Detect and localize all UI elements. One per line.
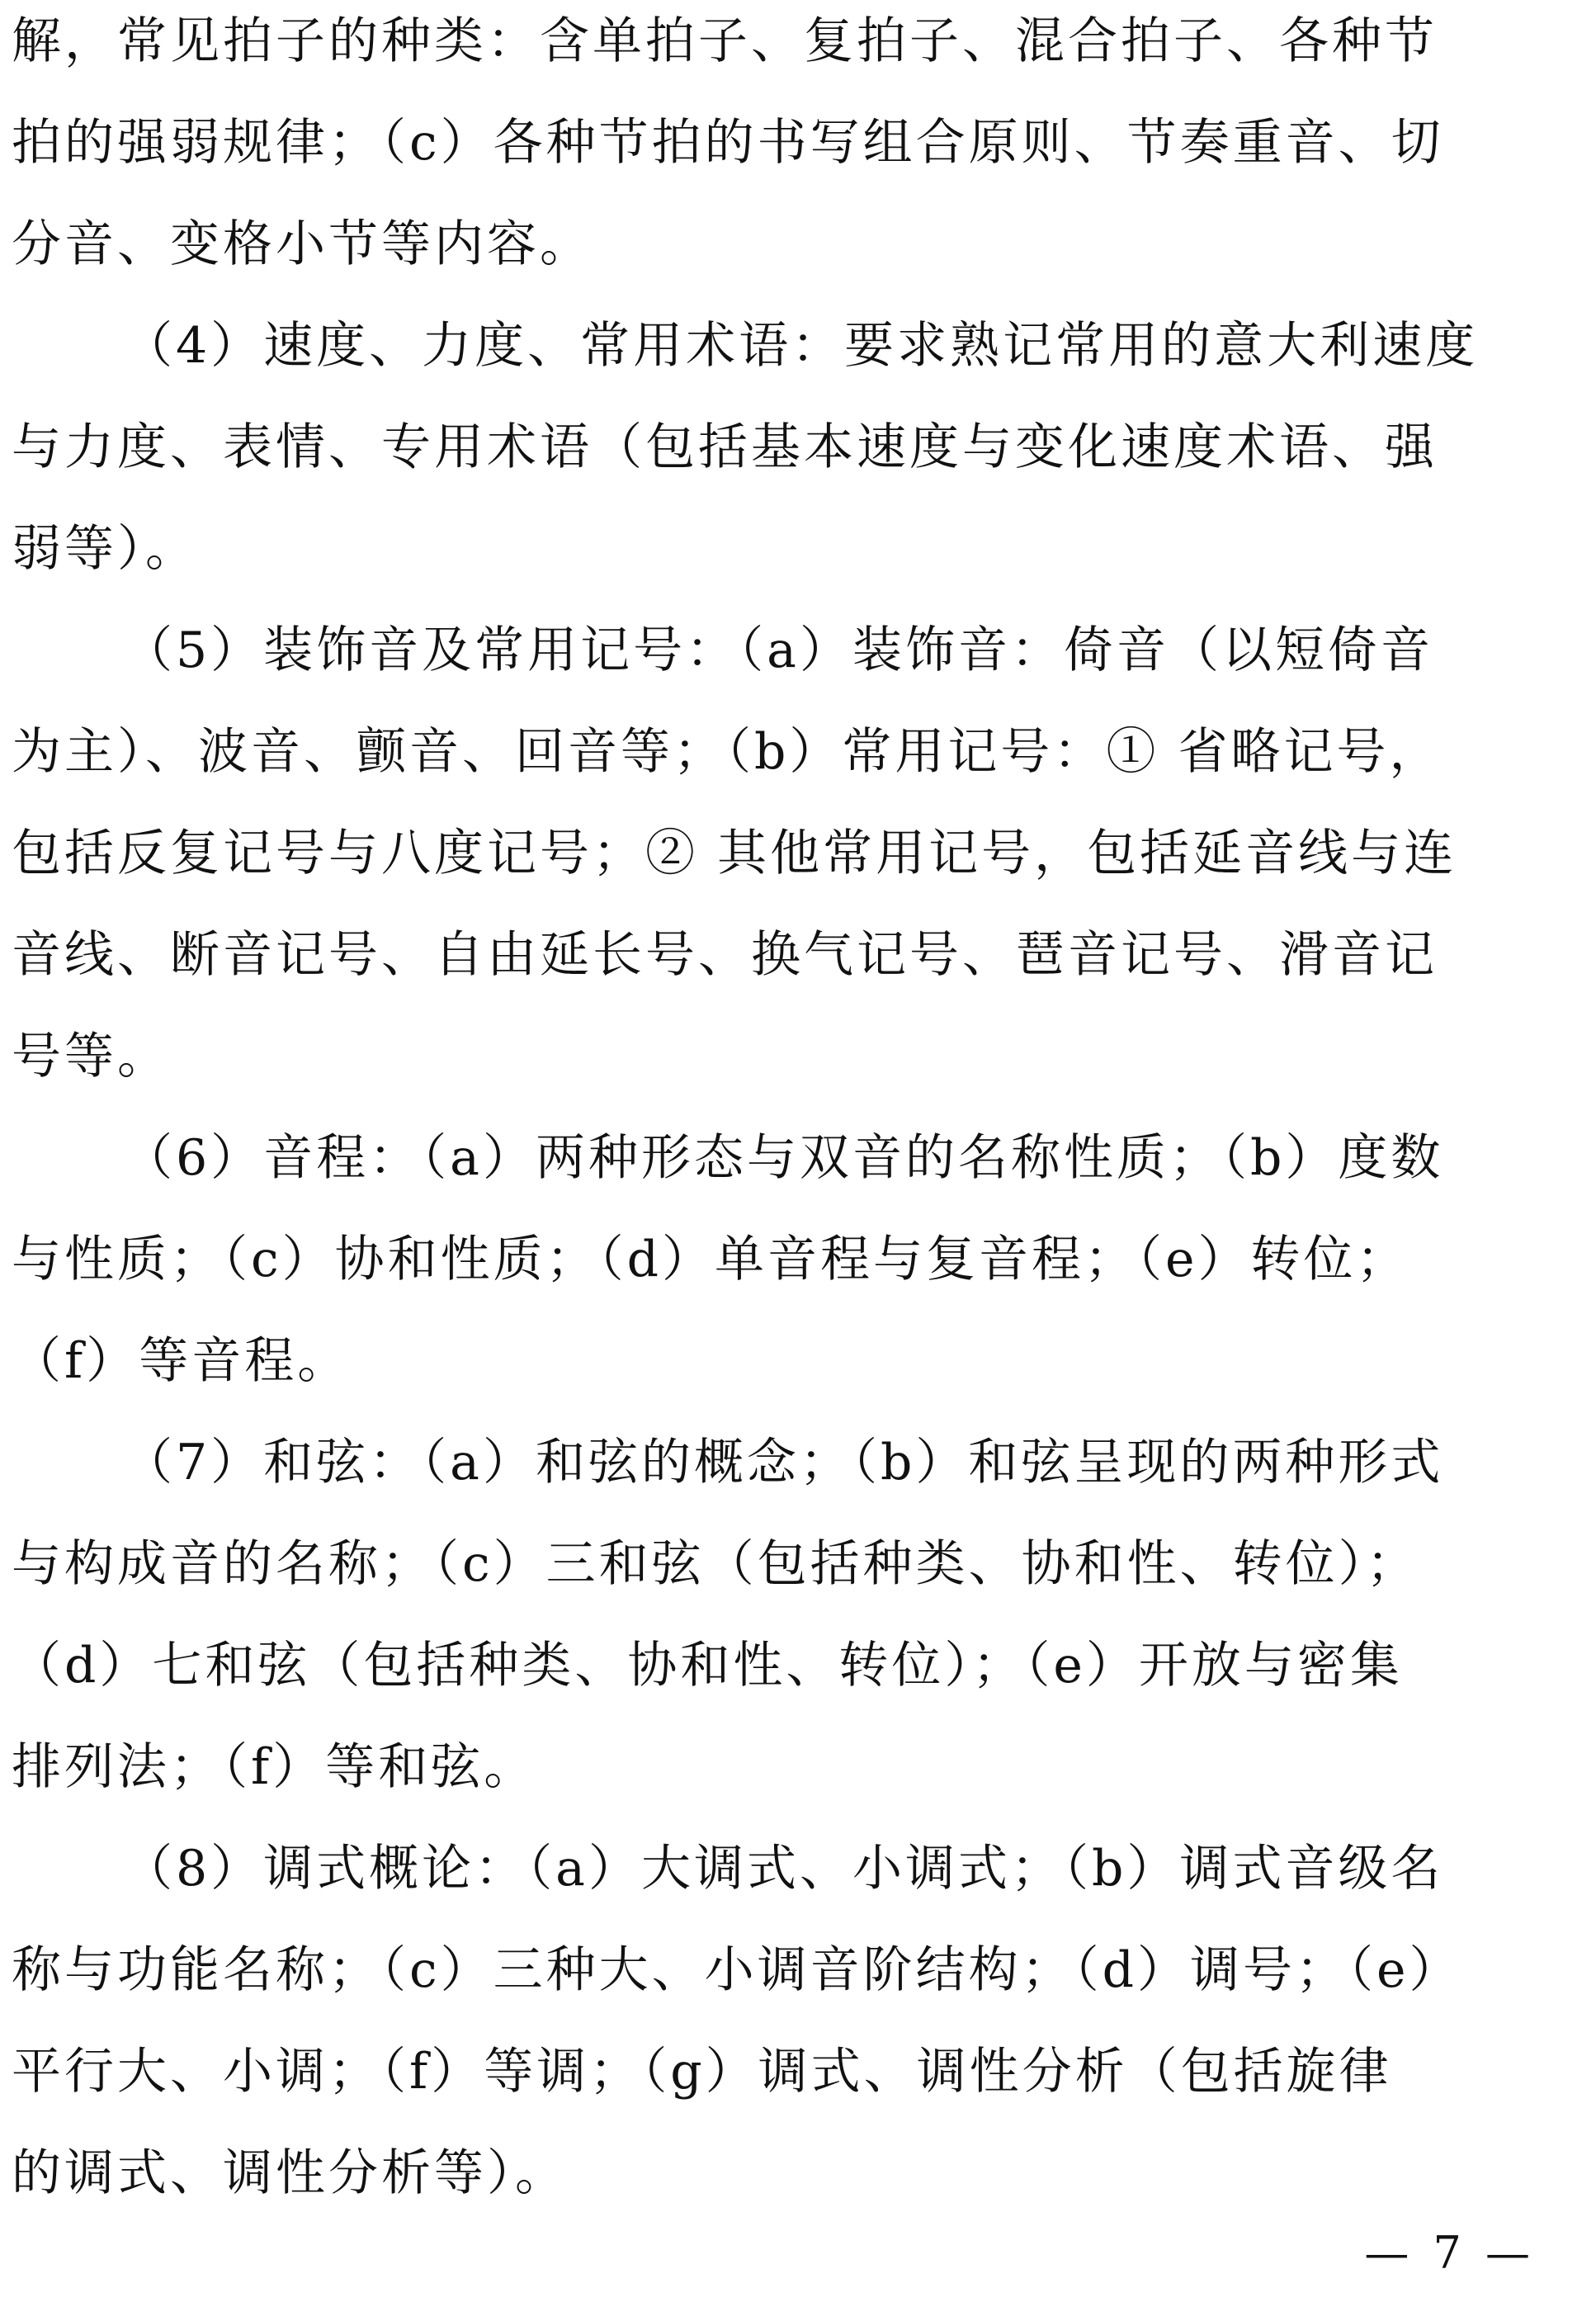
text-line: 的调式、调性分析等）。 [12,2144,568,2202]
text-line: 解，常见拍子的种类：含单拍子、复拍子、混合拍子、各种节 [12,12,1438,70]
text-line: 与力度、表情、专用术语（包括基本速度与变化速度术语、强 [12,418,1438,476]
text-line: 称与功能名称；（c）三种大、小调音阶结构；（d）调号；（e） [12,1941,1462,1999]
page-number: — 7 — [1364,2227,1535,2279]
text-line: 号等。 [12,1028,170,1085]
paragraph-start-line: （8）调式概论：（a）大调式、小调式；（b）调式音级名 [123,1840,1444,1898]
text-line: 包括反复记号与八度记号；② 其他常用记号，包括延音线与连 [12,825,1457,882]
paragraph-start-line: （6）音程：（a）两种形态与双音的名称性质；（b）度数 [123,1129,1444,1187]
text-line: 拍的强弱规律；（c）各种节拍的书写组合原则、节奏重音、切 [12,114,1444,172]
text-line: （f）等音程。 [12,1332,351,1390]
text-line: 平行大、小调；（f）等调；（g）调式、调性分析（包括旋律 [12,2043,1392,2101]
paragraph-start-line: （5）装饰音及常用记号：（a）装饰音：倚音（以短倚音 [123,622,1433,679]
text-line: 排列法；（f）等和弦。 [12,1738,537,1796]
paragraph-start-line: （7）和弦：（a）和弦的概念；（b）和弦呈现的两种形式 [123,1434,1444,1491]
text-line: 为主）、波音、颤音、回音等；（b）常用记号：① 省略记号， [12,723,1443,781]
text-line: 与构成音的名称；（c）三和弦（包括种类、协和性、转位）； [12,1535,1419,1593]
text-line: 分音、变格小节等内容。 [12,215,593,273]
text-line: （d）七和弦（包括种类、协和性、转位）；（e）开放与密集 [12,1637,1403,1694]
text-line: 与性质；（c）协和性质；（d）单音程与复音程；（e）转位； [12,1231,1409,1288]
text-line: 音线、断音记号、自由延长号、换气记号、琶音记号、滑音记 [12,926,1438,984]
text-line: 弱等）。 [12,520,198,578]
body-text [12,0,1535,2233]
paragraph-start-line: （4）速度、力度、常用术语：要求熟记常用的意大利速度 [123,317,1479,375]
